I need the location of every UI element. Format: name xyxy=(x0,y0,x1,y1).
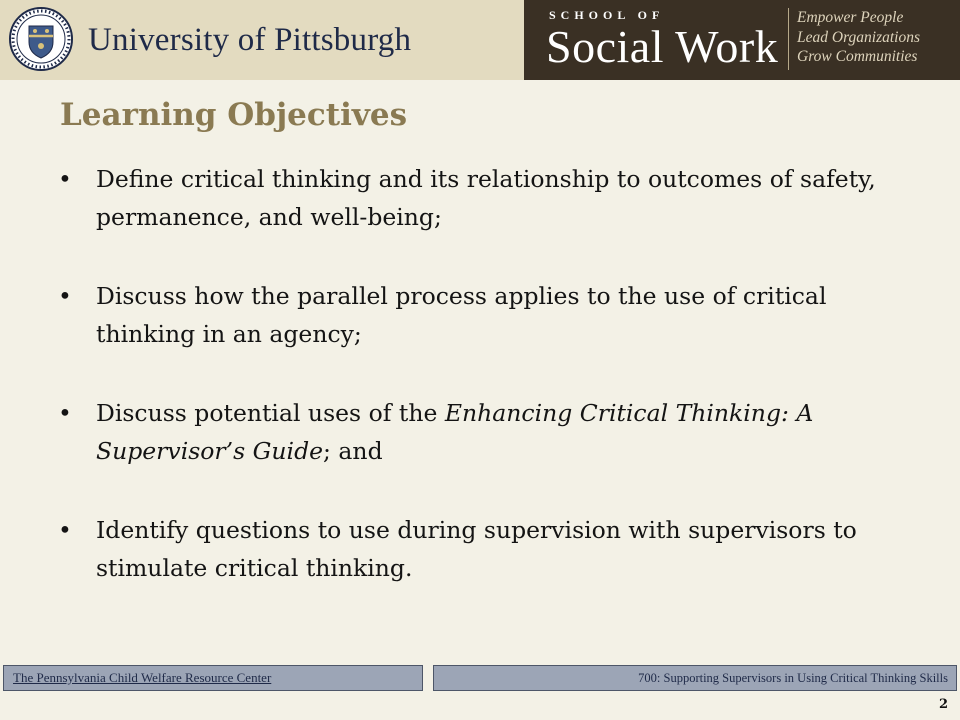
objective-item xyxy=(58,394,918,470)
objective-item xyxy=(58,160,918,236)
objective-text: Define critical thinking and its relationship to outcomes of safety, permanence, and well-being; xyxy=(96,165,876,231)
bullet: • xyxy=(58,399,72,427)
page-number: 2 xyxy=(938,697,948,712)
objective-item xyxy=(58,277,918,353)
objective-text-after: ; and xyxy=(323,437,383,465)
university-name: University of Pittsburgh xyxy=(88,22,412,58)
school-tagline xyxy=(797,8,920,67)
tagline-line: Lead Organizations xyxy=(797,28,921,46)
slide-title: Learning Objectives xyxy=(60,97,408,133)
bullet: • xyxy=(58,282,72,310)
school-label: SCHOOL OF xyxy=(549,8,665,22)
university-seal-icon xyxy=(8,6,74,72)
learning-objectives-list xyxy=(58,160,918,587)
bullet: • xyxy=(58,165,72,193)
footer-course-bar xyxy=(433,665,957,691)
footer-resource-center-bar xyxy=(3,665,423,691)
bullet: • xyxy=(58,516,72,544)
tagline-line: Empower People xyxy=(797,9,904,26)
guide-title: Enhancing Critical Thinking: A Supervisor’s Guide xyxy=(96,399,814,465)
course-title: 700: Supporting Supervisors in Using Critical Thinking Skills xyxy=(638,671,948,685)
tagline-divider xyxy=(788,8,789,70)
school-name: Social Work xyxy=(546,21,779,72)
university-banner xyxy=(0,0,524,80)
objective-item xyxy=(58,511,918,587)
objective-text: Discuss how the parallel process applies to the use of critical thinking in an agency; xyxy=(96,282,827,348)
objective-text-before: Discuss potential uses of the xyxy=(96,399,445,427)
tagline-line: Grow Communities xyxy=(797,48,918,65)
slide-header xyxy=(0,0,960,80)
resource-center-link[interactable]: The Pennsylvania Child Welfare Resource Center xyxy=(13,670,272,685)
objective-text: Identify questions to use during supervision with supervisors to stimulate critical thinking. xyxy=(96,516,857,582)
